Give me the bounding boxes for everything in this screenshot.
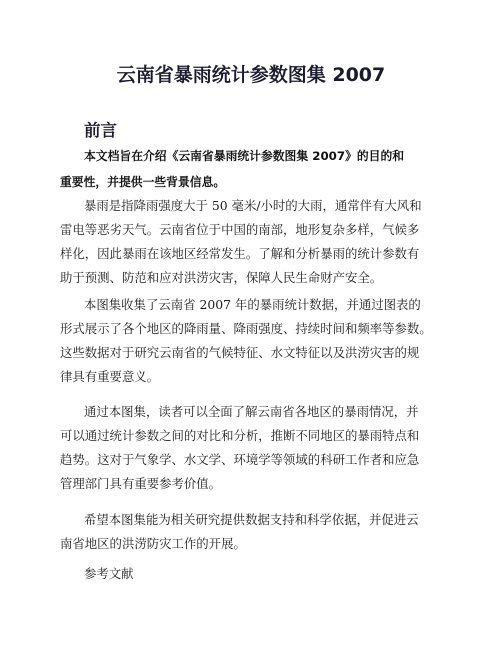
section-heading-preface: 前言 <box>84 121 117 140</box>
paragraph-line: 助于预测、防范和应对洪涝灾害，保障人民生命财产安全。 <box>60 270 383 285</box>
paragraph-line: 管理部门具有重要参考价值。 <box>60 476 222 491</box>
paragraph-line: 本图集收集了云南省 2007 年的暴雨统计数据，并通过图表的 <box>84 297 421 312</box>
intro-line: 本文档旨在介绍《云南省暴雨统计参数图集 2007》的目的和 <box>84 149 405 163</box>
paragraph-line: 趋势。这对于气象学、水文学、环境学等领域的科研工作者和应急 <box>60 452 420 467</box>
paragraph-line: 可以通过统计参数之间的对比和分析，推断不同地区的暴雨特点和 <box>60 428 420 443</box>
intro-line: 重要性，并提供一些背景信息。 <box>60 175 226 189</box>
paragraph-line: 南省地区的洪涝防灾工作的开展。 <box>60 536 246 551</box>
paragraph-line: 希望本图集能为相关研究提供数据支持和科学依据，并促进云 <box>84 512 419 527</box>
paragraph-line: 形式展示了各个地区的降雨量、降雨强度、持续时间和频率等参数。 <box>60 321 432 336</box>
paragraph-line: 这些数据对于研究云南省的气候特征、水文特征以及洪涝灾害的规 <box>60 345 420 360</box>
paragraph-line: 律具有重要意义。 <box>60 369 160 384</box>
document-title: 云南省暴雨统计参数图集 2007 <box>116 64 386 86</box>
paragraph-line: 样化，因此暴雨在该地区经常发生。了解和分析暴雨的统计参数有 <box>60 246 420 261</box>
paragraph-line: 暴雨是指降雨强度大于 50 毫米/小时的大雨，通常伴有大风和 <box>84 198 422 213</box>
references-heading: 参考文献 <box>84 566 134 581</box>
paragraph-line: 通过本图集，读者可以全面了解云南省各地区的暴雨情况，并 <box>84 404 419 419</box>
paragraph-line: 雷电等恶劣天气。云南省位于中国的南部，地形复杂多样，气候多 <box>60 222 420 237</box>
